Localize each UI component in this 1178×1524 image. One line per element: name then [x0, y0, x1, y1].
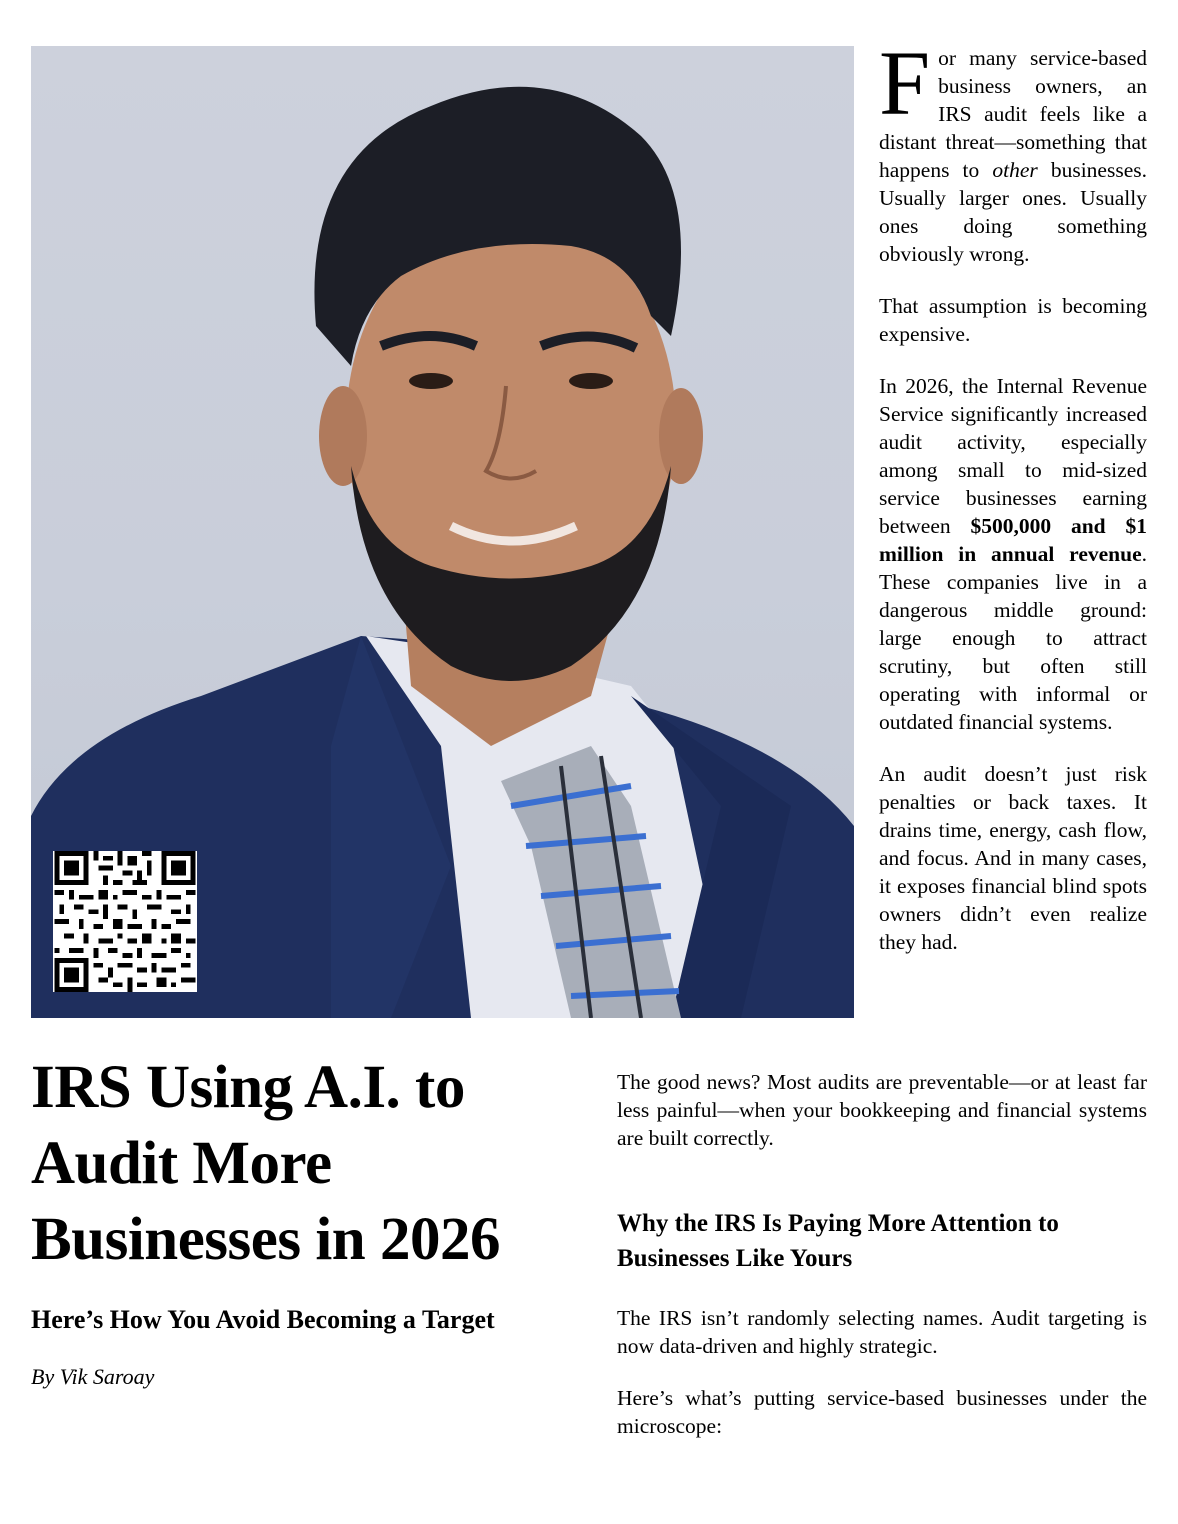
revenue-range-bold: $500,000 and $1 million in annual revenue [879, 514, 1147, 566]
intro-paragraph [879, 32, 1147, 268]
qr-code-icon [53, 851, 197, 992]
good-news-block [617, 1068, 1147, 1152]
good-news-paragraph: The good news? Most audits are preventable—or at least far less painful—when your bookkeeping and financial systems are built correctly. [617, 1070, 1147, 1150]
article-subheadline: Here’s How You Avoid Becoming a Target [31, 1305, 495, 1334]
section-heading: Why the IRS Is Paying More Attention to Businesses Like Yours [617, 1210, 1059, 1272]
irs-2026-paragraph [879, 372, 1147, 736]
article-headline: IRS Using A.I. to Audit More Businesses in 2026 [31, 1054, 500, 1273]
intro-text-2: businesses. Usually larger ones. Usually ones doing something obviously wrong. [879, 158, 1147, 266]
qr-code[interactable] [53, 851, 197, 992]
irs-targeting-paragraph: The IRS isn’t randomly selecting names. Audit targeting is now data-driven and highly strategic. [617, 1306, 1147, 1358]
assumption-paragraph: That assumption is becoming expensive. [879, 294, 1147, 346]
drop-cap: F [879, 32, 931, 134]
irs-2026-text-a: In 2026, the Internal Revenue Service significantly increased audit activity, especially among small to mid-sized service businesses earning between [879, 374, 1147, 538]
irs-2026-text-b: . These companies live in a dangerous middle ground: large enough to attract scrutiny, but often still operating with informal or outdated financial systems. [879, 542, 1147, 734]
intro-text-1: or many service-based business owners, an IRS audit feels like a distant threat—something that happens to [879, 46, 1147, 182]
audit-cost-paragraph: An audit doesn’t just risk penalties or back taxes. It drains time, energy, cash flow, and focus. And in many cases, it exposes financial blind spots owners didn’t even realize they had. [879, 762, 1147, 954]
microscope-paragraph: Here’s what’s putting service-based businesses under the microscope: [617, 1386, 1147, 1438]
intro-column [879, 32, 1147, 980]
author-byline: By Vik Saroay [31, 1364, 155, 1389]
intro-emphasis: other [992, 158, 1038, 182]
